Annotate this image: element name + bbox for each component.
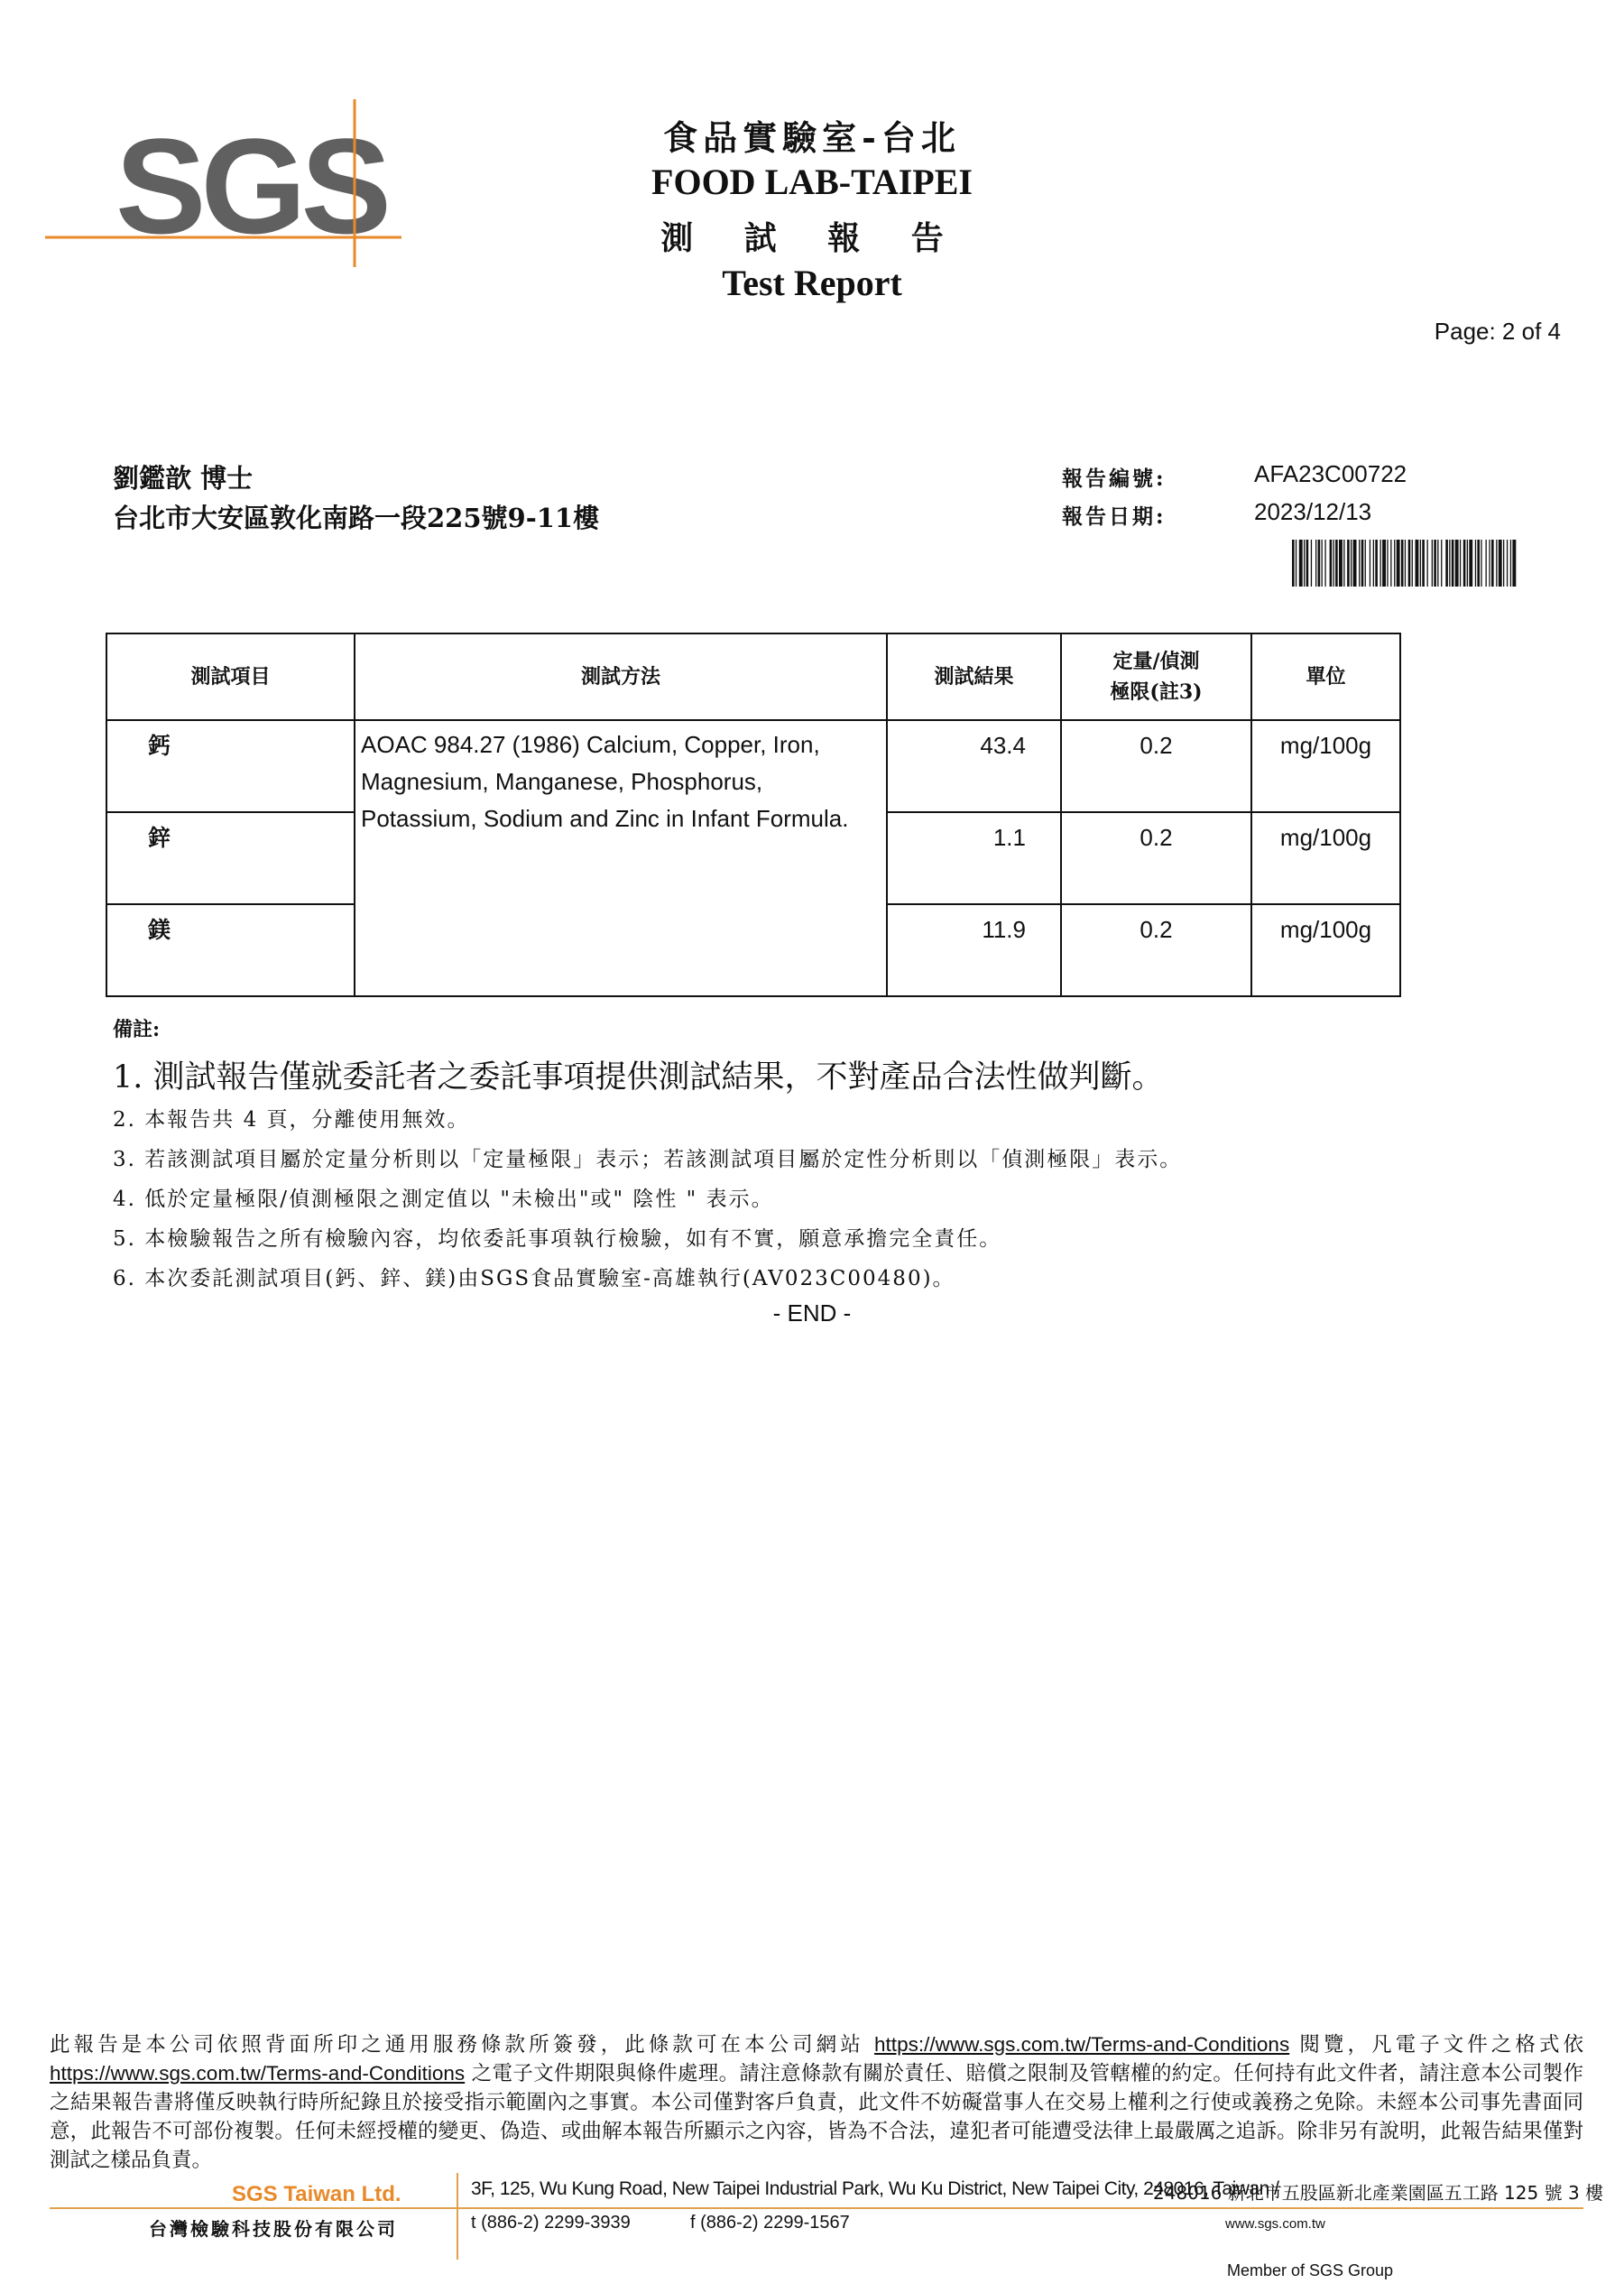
company-phone: t (886-2) 2299-3939 [471,2213,631,2233]
barcode-bar [1437,540,1438,587]
unit-cell: mg/100g [1251,812,1400,904]
barcode-bar [1434,540,1436,587]
barcode-bar [1441,540,1442,587]
legal-text: 閱覽，凡電子文件之格式依 [1289,2033,1584,2057]
report-title-en: Test Report [722,263,902,303]
header-limit-line1: 定量/偵測 [1112,650,1200,673]
barcode-bar [1397,540,1400,587]
company-fax: f (886-2) 2299-1567 [690,2213,850,2233]
table-header-row [106,633,1400,720]
barcode-bar [1390,540,1391,587]
sgs-logo-text: SGS [115,110,387,262]
barcode-bar [1292,540,1295,587]
barcode-bar [1324,540,1325,587]
report-date: 2023/12/13 [1254,498,1372,525]
barcode-bar [1343,540,1344,587]
barcode-bar [1496,540,1497,587]
barcode-bar [1306,540,1309,587]
barcode-bar [1339,540,1343,587]
method-cell: AOAC 984.27 (1986) Calcium, Copper, Iron, Magnesium, Manganese, Phosphorus, Potassium, Sodium and Zinc in Infant Formula. [355,720,887,996]
barcode-bar [1380,540,1381,587]
barcode-bar [1318,540,1321,587]
unit-cell: mg/100g [1251,720,1400,812]
barcode-bar [1463,540,1466,587]
barcode-bar [1452,540,1454,587]
barcode-bar [1335,540,1338,587]
header-limit-line2: 極限(註3) [1110,680,1203,704]
barcode-bar [1375,540,1378,587]
note-item: 1. 測試報告僅就委託者之委託事項提供測試結果，不對產品合法性做判斷。 [113,1059,1164,1096]
barcode-bar [1401,540,1404,587]
footer-divider [50,2207,1583,2209]
note-item: 3. 若該測試項目屬於定量分析則以「定量極限」表示；若該測試項目屬於定性分析則以「偵測極限」表示。 [113,1148,1183,1171]
terms-link[interactable]: https://www.sgs.com.tw/Terms-and-Conditions [874,2033,1290,2056]
note-item: 4. 低於定量極限/偵測極限之測定值以 "未檢出"或" 陰性 " 表示。 [113,1188,774,1211]
barcode-bar [1365,540,1366,587]
table-row [106,720,1400,812]
legal-text: 之電子文件期限與條件處理。請注意條款有關於責任、賠償之限制及管轄權的約定。任何持有此文件者，請注意本公司製作之結果報告書將僅反映執行時所紀錄且於接受指示範圍內之事實。本公司僅對客戶負責，此文件不妨礙當事人在交易上權利之行使或義務之免除。未經本公司事先書面同意，此報告不可部份複製。任何未經授權的變更、偽造、或曲解本報告所顯示之內容，皆為不合法，違犯者可能遭受法律上最嚴厲之追訴。除非另有說明，此報告結果僅對測試之樣品負責。 [50,2062,1583,2172]
header-item: 測試項目 [106,633,355,720]
barcode [1292,540,1518,587]
barcode-bar [1427,540,1428,587]
item-cell: 鎂 [106,904,355,996]
barcode-bar [1405,540,1406,587]
barcode-bar [1315,540,1316,587]
lab-title-en: FOOD LAB-TAIPEI [651,162,973,202]
barcode-bar [1460,540,1461,587]
barcode-bar [1420,540,1421,587]
barcode-bar [1486,540,1487,587]
barcode-bar [1455,540,1459,587]
barcode-bar [1304,540,1305,587]
barcode-bar [1449,540,1450,587]
limit-cell: 0.2 [1061,720,1251,812]
item-cell: 鈣 [106,720,355,812]
barcode-bar [1359,540,1360,587]
barcode-bar [1416,540,1419,587]
barcode-bar [1499,540,1502,587]
report-number-label: 報告編號: [1062,467,1167,491]
company-name-zh: 台灣檢驗科技股份有限公司 [149,2218,398,2240]
company-address-en: 3F, 125, Wu Kung Road, New Taipei Industrial Park, Wu Ku District, New Taipei City, 248016, Taiwan / [471,2178,1279,2199]
barcode-bar [1361,540,1364,587]
barcode-bar [1330,540,1333,587]
limit-cell: 0.2 [1061,812,1251,904]
result-cell: 11.9 [887,904,1061,996]
barcode-bar [1467,540,1468,587]
legal-text: 此報告是本公司依照背面所印之通用服務條款所簽發，此條款可在本公司網站 [50,2033,875,2057]
results-table [106,633,1401,997]
barcode-bar [1475,540,1476,587]
report-date-label: 報告日期: [1062,504,1167,529]
barcode-bar [1445,540,1448,587]
barcode-bar [1387,540,1388,587]
header-method: 測試方法 [355,633,887,720]
result-cell: 43.4 [887,720,1061,812]
limit-cell: 0.2 [1061,904,1251,996]
report-number: AFA23C00722 [1254,460,1407,487]
barcode-bar [1503,540,1504,587]
header-unit: 單位 [1251,633,1400,720]
note-item: 6. 本次委託測試項目(鈣、鋅、鎂)由SGS食品實驗室-高雄執行(AV023C00480)。 [113,1267,955,1290]
barcode-bar [1373,540,1374,587]
report-title-zh: 測 試 報 告 [660,219,964,257]
barcode-bar [1491,540,1494,587]
barcode-bar [1510,540,1511,587]
barcode-bar [1412,540,1413,587]
terms-link[interactable]: https://www.sgs.com.tw/Terms-and-Conditions [50,2062,466,2085]
lab-title-zh: 食品實驗室-台北 [663,117,961,158]
barcode-bar [1408,540,1411,587]
header-result: 測試結果 [887,633,1061,720]
company-website[interactable]: www.sgs.com.tw [1225,2216,1325,2232]
client-name: 劉鑑歆 博士 [113,463,254,494]
barcode-bar [1382,540,1386,587]
page-number: Page: 2 of 4 [1434,318,1561,345]
barcode-bar [1353,540,1357,587]
unit-cell: mg/100g [1251,904,1400,996]
barcode-bar [1512,540,1516,587]
barcode-bar [1322,540,1323,587]
notes-title: 備註: [113,1018,161,1041]
barcode-bar [1394,540,1395,587]
note-item: 5. 本檢驗報告之所有檢驗內容，均依委託事項執行檢驗，如有不實，願意承擔完全責任。 [113,1227,1002,1251]
barcode-bar [1507,540,1508,587]
result-cell: 1.1 [887,812,1061,904]
company-name-en: SGS Taiwan Ltd. [232,2182,401,2206]
barcode-bar [1347,540,1350,587]
barcode-bar [1351,540,1352,587]
barcode-bar [1311,540,1312,587]
barcode-bar [1489,540,1490,587]
note-item: 2. 本報告共 4 頁，分離使用無效。 [113,1108,470,1132]
legal-disclaimer [50,2030,1583,2175]
barcode-bar [1422,540,1425,587]
footer-vertical-divider [457,2173,458,2260]
company-address-zh: 248016 新北市五股區新北產業園區五工路 125 號 3 樓 [1153,2182,1604,2204]
client-address: 台北市大安區敦化南路一段225號9-11樓 [113,503,600,533]
barcode-bar [1432,540,1433,587]
barcode-bar [1469,540,1472,587]
member-of-group: Member of SGS Group [1227,2261,1394,2279]
item-cell: 鋅 [106,812,355,904]
barcode-bar [1333,540,1334,587]
header-limit [1061,633,1251,720]
end-marker: - END - [772,1299,852,1327]
barcode-bar [1477,540,1480,587]
barcode-bar [1299,540,1303,587]
